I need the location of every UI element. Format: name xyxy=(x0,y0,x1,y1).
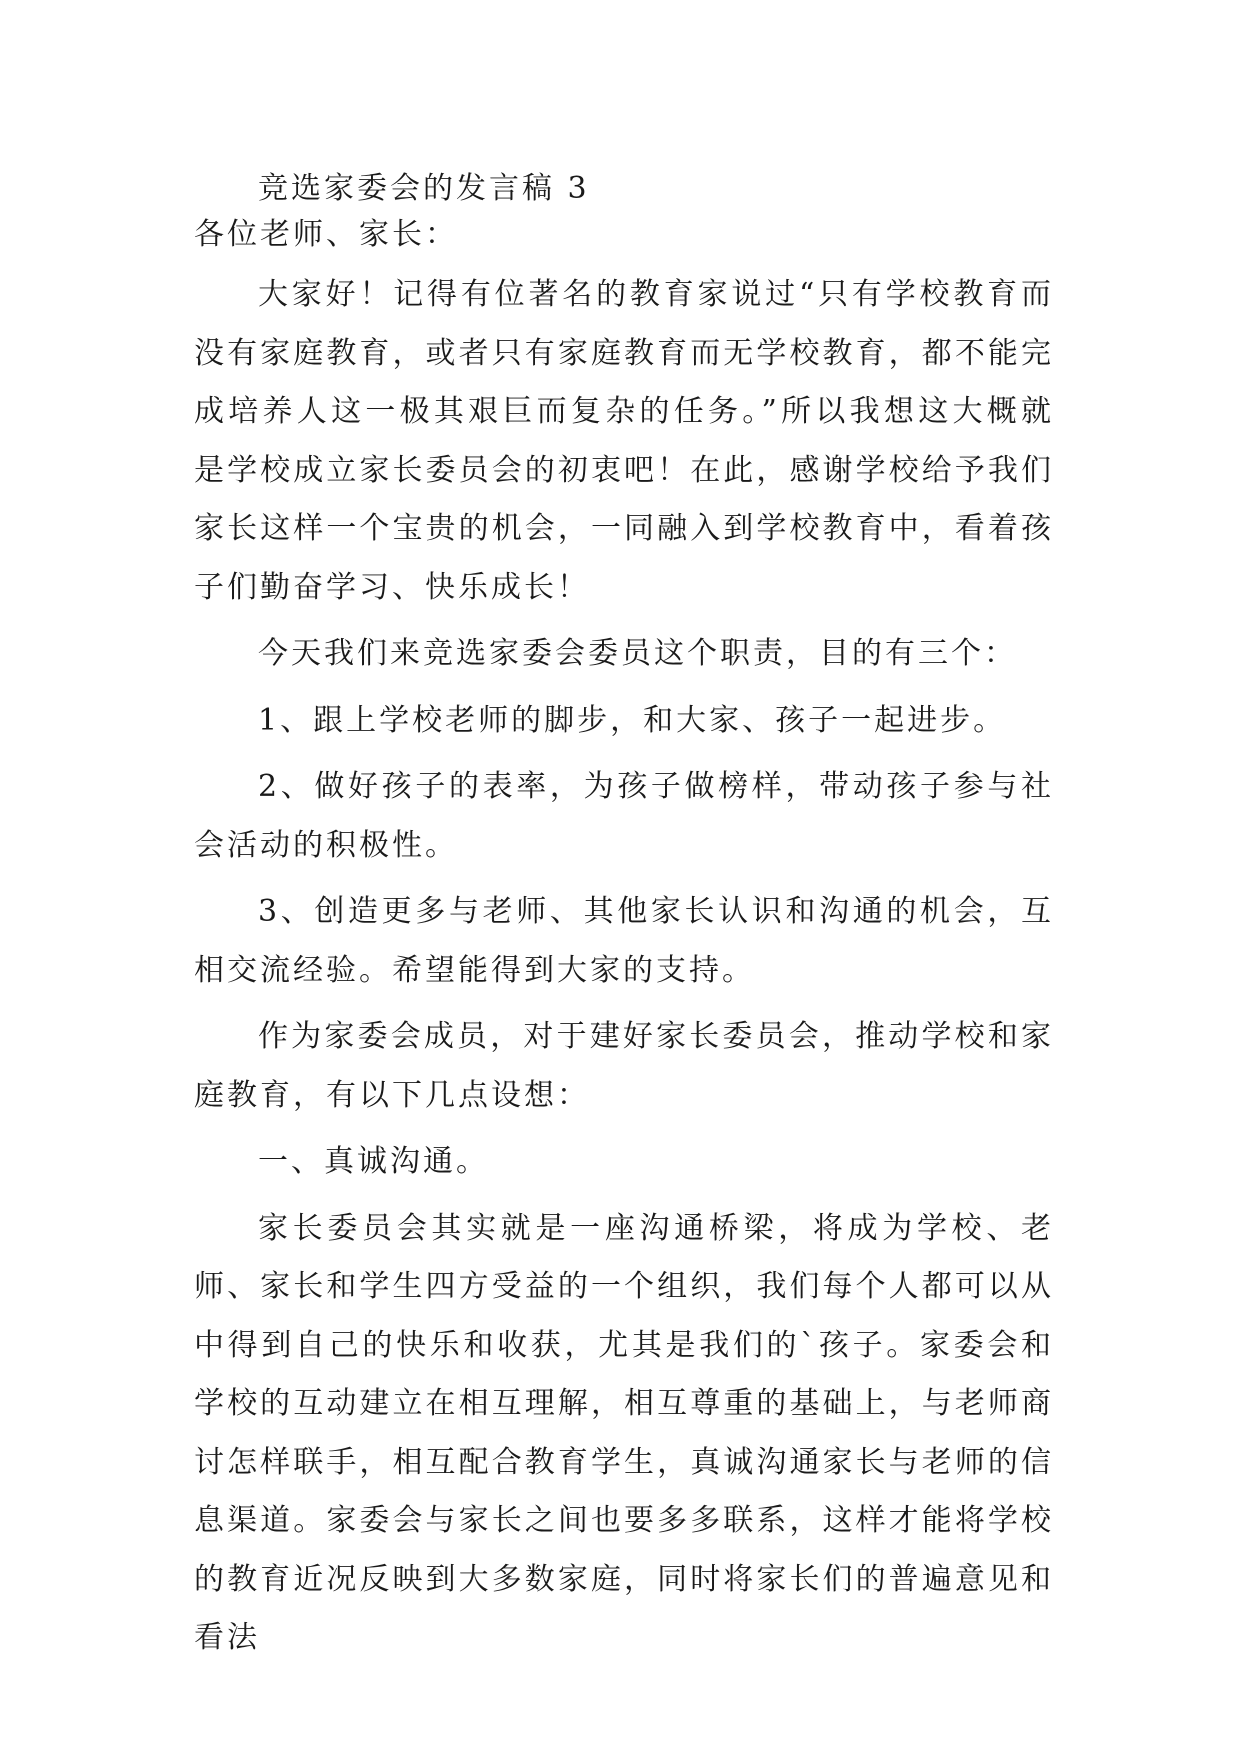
paragraph-purpose-3: 3、创造更多与老师、其他家长认识和沟通的机会，互相交流经验。希望能得到大家的支持。 xyxy=(194,894,1054,988)
paragraph-plans-intro: 作为家委会成员，对于建好家长委员会，推动学校和家庭教育，有以下几点设想： xyxy=(194,1019,1054,1113)
paragraph-purpose-1: 1、跟上学校老师的脚步，和大家、孩子一起进步。 xyxy=(258,702,1007,738)
salutation: 各位老师、家长： xyxy=(194,217,458,252)
paragraph-communication-body: 家长委员会其实就是一座沟通桥梁，将成为学校、老师、家长和学生四方受益的一个组织，我们每个人都可以从中得到自己的快乐和收获，尤其是我们的`孩子。家委会和学校的互动建立在相互理解，相互尊重的基础上，与老师商讨怎样联手，相互配合教育学生，真诚沟通家长与老师的信息渠道。家委会与家长之间也要多多联系，这样才能将学校的教育近况反映到大多数家庭，同时将家长们的普遍意见和看法 xyxy=(194,1210,1054,1655)
paragraph-purpose-2: 2、做好孩子的表率，为孩子做榜样，带动孩子参与社会活动的积极性。 xyxy=(194,769,1054,863)
document-body xyxy=(194,166,1054,1676)
paragraph-heading-sincere-communication: 一、真诚沟通。 xyxy=(258,1144,489,1179)
document-title: 竞选家委会的发言稿 3 xyxy=(258,171,590,206)
paragraph-greeting: 大家好！记得有位著名的教育家说过“只有学校教育而没有家庭教育，或者只有家庭教育而无学校教育，都不能完成培养人这一极其艰巨而复杂的任务。”所以我想这大概就是学校成立家长委员会的初衷吧！在此，感谢学校给予我们家长这样一个宝贵的机会，一同融入到学校教育中，看着孩子们勤奋学习、快乐成长！ xyxy=(194,277,1054,605)
paragraph-purpose-intro: 今天我们来竞选家委会委员这个职责，目的有三个： xyxy=(258,636,1017,671)
